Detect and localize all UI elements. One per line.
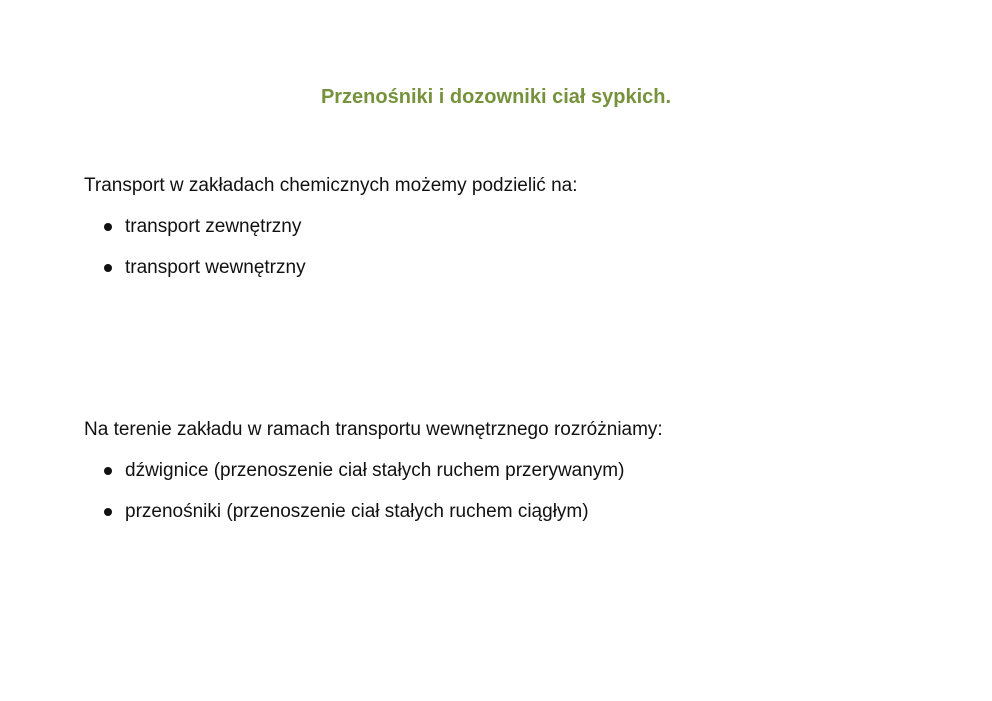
list-item-text: dźwignice (przenoszenie ciał stałych ruchem przerywanym) (125, 460, 625, 481)
document-title: Przenośniki i dozowniki ciał sypkich. (320, 86, 672, 108)
bullet-icon (104, 508, 112, 516)
bullet-list (84, 215, 944, 280)
list-item (84, 500, 944, 524)
bullet-list (84, 459, 944, 524)
bullet-icon (104, 223, 112, 231)
section-intro: Transport w zakładach chemicznych możemy podzielić na: (84, 175, 578, 196)
list-item-text: przenośniki (przenoszenie ciał stałych ruchem ciągłym) (125, 501, 589, 522)
list-item (84, 215, 944, 239)
list-item-text: transport zewnętrzny (125, 216, 302, 237)
section-intro: Na terenie zakładu w ramach transportu wewnętrznego rozróżniamy: (84, 419, 663, 440)
list-item (84, 459, 944, 483)
list-item-text: transport wewnętrzny (125, 257, 306, 278)
bullet-icon (104, 467, 112, 475)
bullet-icon (104, 264, 112, 272)
list-item (84, 256, 944, 280)
section-transport-types (84, 174, 944, 297)
section-internal-transport (84, 418, 944, 541)
